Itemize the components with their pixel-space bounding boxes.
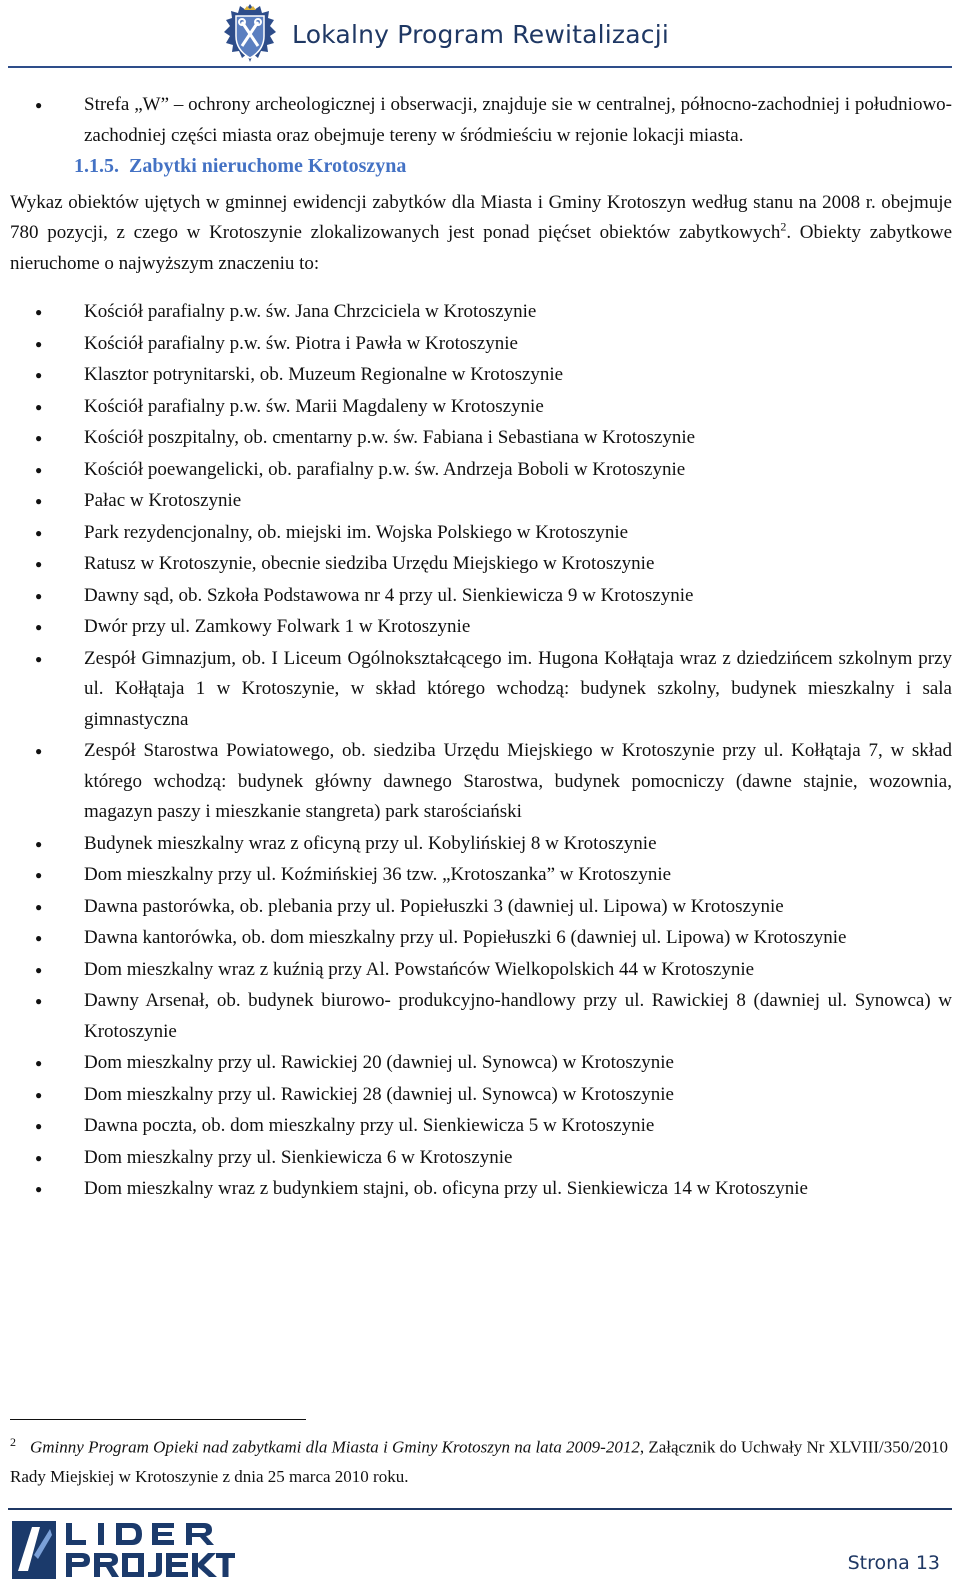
list-item: ● Dom mieszkalny wraz z budynkiem stajni, ob. oficyna przy ul. Sienkiewicza 14 w Krotoszynie	[10, 1174, 952, 1205]
list-item: ● Dawna kantorówka, ob. dom mieszkalny przy ul. Popiełuszki 6 (dawniej ul. Lipowa) w Krotoszynie	[10, 923, 952, 954]
intro-text: Wykaz obiektów ujętych w gminnej ewidencji zabytków dla Miasta i Gminy Krotoszyn według stanu na 2008 r. obejmuje 780 pozycji, z czego w Krotoszynie zlokalizowanych jest ponad pięćset obiektów zabytkowych	[10, 191, 952, 243]
list-item: ● Dom mieszkalny przy ul. Rawickiej 20 (dawniej ul. Synowca) w Krotoszynie	[10, 1048, 952, 1079]
list-item: ● Dawny Arsenał, ob. budynek biurowo- produkcyjno-handlowy przy ul. Rawickiej 8 (dawniej ul. Synowca) w Krotoszynie	[10, 986, 952, 1047]
list-item: ● Kościół parafialny p.w. św. Jana Chrzciciela w Krotoszynie	[10, 297, 952, 328]
list-item: ● Zespół Gimnazjum, ob. I Liceum Ogólnokształcącego im. Hugona Kołłątaja wraz z dziedzińcem szkolnym przy ul. Kołłątaja 1 w Krotoszynie, w skład którego wchodzą: budynek szkolny, budynek mieszkalny i sala gimnastyczna	[10, 644, 952, 736]
intro-paragraph	[10, 188, 952, 280]
list-item: ● Dawna pastorówka, ob. plebania przy ul. Popiełuszki 3 (dawniej ul. Lipowa) w Krotoszynie	[10, 892, 952, 923]
footnote-mark: 2	[10, 1435, 16, 1449]
list-item: ● Budynek mieszkalny wraz z oficyną przy ul. Kobylińskiej 8 w Krotoszynie	[10, 829, 952, 860]
page-header	[0, 0, 960, 70]
footnote	[10, 1428, 948, 1491]
list-item: ● Ratusz w Krotoszynie, obecnie siedziba Urzędu Miejskiego w Krotoszynie	[10, 549, 952, 580]
section-number: 1.1.5.	[74, 155, 119, 177]
page-number: Strona 13	[847, 1552, 940, 1574]
zone-description: znajduje sie w centralnej, północno-zachodniej i południowo-zachodniej części miasta oraz obejmuje tereny w śródmieściu w rejonie lokacji miasta.	[84, 94, 952, 146]
crest-icon	[220, 2, 280, 66]
list-item: ● Dwór przy ul. Zamkowy Folwark 1 w Krotoszynie	[10, 612, 952, 643]
footer-divider	[8, 1508, 952, 1510]
header-title: Lokalny Program Rewitalizacji	[292, 20, 670, 49]
list-item: ● Park rezydencjonalny, ob. miejski im. Wojska Polskiego w Krotoszynie	[10, 518, 952, 549]
footnote-reference[interactable]: 2	[780, 219, 787, 234]
list-item: ● Kościół parafialny p.w. św. Marii Magdaleny w Krotoszynie	[10, 392, 952, 423]
list-item: ● Dom mieszkalny wraz z kuźnią przy Al. Powstańców Wielkopolskich 44 w Krotoszynie	[10, 955, 952, 986]
list-item: ● Zespół Starostwa Powiatowego, ob. siedziba Urzędu Miejskiego w Krotoszynie przy ul. Kołłątaja 7, w skład którego wchodzą: budynek główny dawnego Starostwa, budynek pomocniczy (dawne stajnie, wozownia, magazyn paszy i mieszkanie stangreta) park starościański	[10, 736, 952, 828]
footnote-source-title: Gminny Program Opieki nad zabytkami dla Miasta i Gminy Krotoszyn na lata 2009-2012	[30, 1437, 640, 1457]
monument-list	[10, 297, 952, 1205]
zone-list	[10, 90, 952, 151]
list-item: ● Dawna poczta, ob. dom mieszkalny przy ul. Sienkiewicza 5 w Krotoszynie	[10, 1111, 952, 1142]
section-heading	[74, 151, 952, 182]
footnote-source-detail: , Załącznik do Uchwały Nr XLVIII/350/2010 Rady Miejskiej w Krotoszynie z dnia 25 marca 2010 roku.	[10, 1437, 948, 1486]
list-item: ● Dom mieszkalny przy ul. Koźmińskiej 36 tzw. „Krotoszanka” w Krotoszynie	[10, 860, 952, 891]
list-item: ● Klasztor potrynitarski, ob. Muzeum Regionalne w Krotoszynie	[10, 360, 952, 391]
list-item	[10, 90, 952, 151]
list-item: ● Kościół parafialny p.w. św. Piotra i Pawła w Krotoszynie	[10, 329, 952, 360]
list-item: ● Dom mieszkalny przy ul. Sienkiewicza 6 w Krotoszynie	[10, 1143, 952, 1174]
list-item: ● Kościół poszpitalny, ob. cmentarny p.w. św. Fabiana i Sebastiana w Krotoszynie	[10, 423, 952, 454]
lider-projekt-logo	[10, 1515, 235, 1585]
logo-wordmark	[66, 1523, 235, 1577]
zone-lead: Strefa „W” – ochrony archeologicznej i obserwacji,	[84, 94, 478, 115]
intro-text-end: . Obiekty zabytkowe nieruchome o najwyższym znaczeniu to:	[10, 222, 952, 274]
list-item: ● Dawny sąd, ob. Szkoła Podstawowa nr 4 przy ul. Sienkiewicza 9 w Krotoszynie	[10, 581, 952, 612]
section-title: Zabytki nieruchome Krotoszyna	[129, 155, 407, 177]
document-body	[10, 90, 952, 1206]
footnote-divider	[10, 1419, 306, 1420]
list-item: ● Pałac w Krotoszynie	[10, 486, 952, 517]
header-divider	[8, 66, 952, 68]
list-item: ● Kościół poewangelicki, ob. parafialny p.w. św. Andrzeja Boboli w Krotoszynie	[10, 455, 952, 486]
list-item: ● Dom mieszkalny przy ul. Rawickiej 28 (dawniej ul. Synowca) w Krotoszynie	[10, 1080, 952, 1111]
